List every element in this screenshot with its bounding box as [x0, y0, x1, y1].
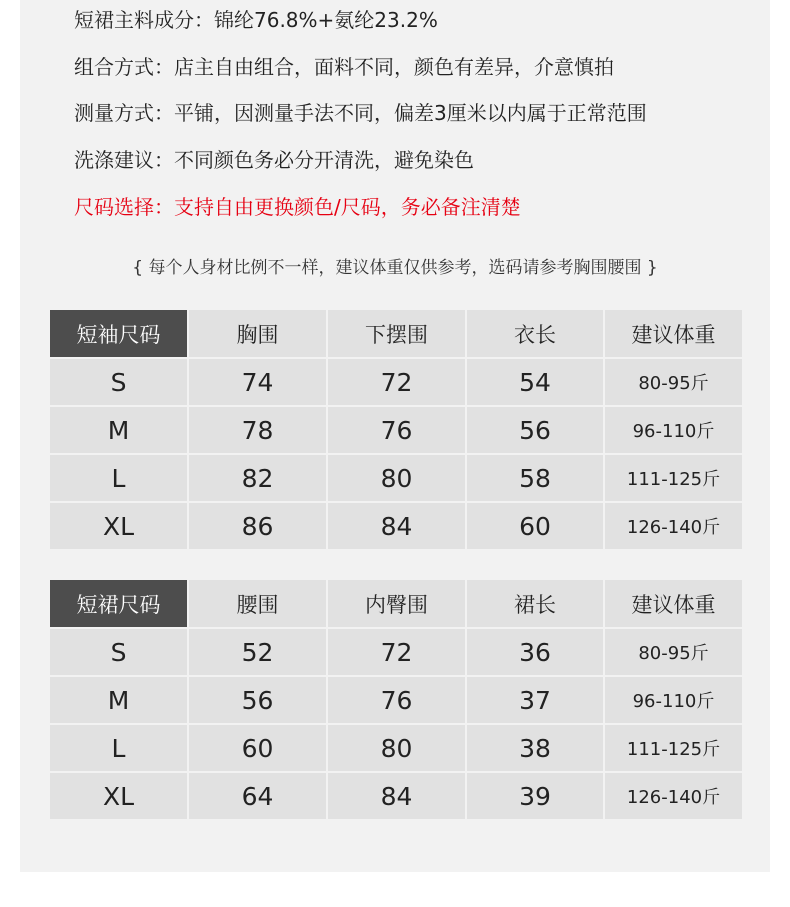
shirt-size-table	[48, 308, 744, 551]
header-cell-hip: 内臀围	[328, 580, 465, 627]
table-row	[50, 629, 742, 675]
size-note: { 每个人身材比例不一样，建议体重仅供参考，选码请参考胸围腰围 }	[132, 258, 658, 278]
table-row	[50, 503, 742, 549]
weight-cell: 80-95斤	[605, 359, 742, 405]
value-cell: 64	[189, 773, 326, 819]
weight-cell: 126-140斤	[605, 773, 742, 819]
weight-cell: 96-110斤	[605, 677, 742, 723]
value-cell: 76	[328, 407, 465, 453]
value-cell: 86	[189, 503, 326, 549]
value-cell: 80	[328, 725, 465, 771]
material-line: 短裙主料成分：锦纶76.8%+氨纶23.2%	[74, 8, 438, 32]
value-cell: 52	[189, 629, 326, 675]
table-row	[50, 359, 742, 405]
header-cell-weight: 建议体重	[605, 580, 742, 627]
value-cell: 38	[467, 725, 603, 771]
table-header-row	[50, 580, 742, 627]
header-cell-hem: 下摆围	[328, 310, 465, 357]
header-cell-weight: 建议体重	[605, 310, 742, 357]
skirt-size-table	[48, 578, 744, 821]
table-row	[50, 725, 742, 771]
table-row	[50, 407, 742, 453]
weight-cell: 80-95斤	[605, 629, 742, 675]
header-cell-chest: 胸围	[189, 310, 326, 357]
weight-cell: 111-125斤	[605, 725, 742, 771]
value-cell: 60	[189, 725, 326, 771]
weight-cell: 111-125斤	[605, 455, 742, 501]
value-cell: 56	[467, 407, 603, 453]
weight-cell: 96-110斤	[605, 407, 742, 453]
size-cell: XL	[50, 503, 187, 549]
value-cell: 84	[328, 773, 465, 819]
value-cell: 80	[328, 455, 465, 501]
header-cell-size: 短裙尺码	[50, 580, 187, 627]
value-cell: 36	[467, 629, 603, 675]
value-cell: 37	[467, 677, 603, 723]
weight-cell: 126-140斤	[605, 503, 742, 549]
header-cell-skirt-length: 裙长	[467, 580, 603, 627]
value-cell: 39	[467, 773, 603, 819]
header-cell-size: 短袖尺码	[50, 310, 187, 357]
table-header-row	[50, 310, 742, 357]
value-cell: 84	[328, 503, 465, 549]
value-cell: 76	[328, 677, 465, 723]
value-cell: 74	[189, 359, 326, 405]
value-cell: 60	[467, 503, 603, 549]
size-cell: S	[50, 629, 187, 675]
header-cell-length: 衣长	[467, 310, 603, 357]
wash-line: 洗涤建议：不同颜色务必分开清洗，避免染色	[74, 148, 474, 172]
size-cell: L	[50, 725, 187, 771]
table-row	[50, 677, 742, 723]
value-cell: 78	[189, 407, 326, 453]
header-cell-waist: 腰围	[189, 580, 326, 627]
size-select-line: 尺码选择：支持自由更换颜色/尺码，务必备注清楚	[74, 195, 521, 219]
table-row	[50, 455, 742, 501]
value-cell: 58	[467, 455, 603, 501]
value-cell: 72	[328, 629, 465, 675]
measure-line: 测量方式：平铺，因测量手法不同，偏差3厘米以内属于正常范围	[74, 101, 647, 125]
size-cell: M	[50, 677, 187, 723]
combo-line: 组合方式：店主自由组合，面料不同，颜色有差异，介意慎拍	[74, 55, 614, 79]
value-cell: 54	[467, 359, 603, 405]
size-cell: XL	[50, 773, 187, 819]
size-cell: S	[50, 359, 187, 405]
size-cell: M	[50, 407, 187, 453]
size-cell: L	[50, 455, 187, 501]
table-row	[50, 773, 742, 819]
value-cell: 56	[189, 677, 326, 723]
value-cell: 82	[189, 455, 326, 501]
value-cell: 72	[328, 359, 465, 405]
